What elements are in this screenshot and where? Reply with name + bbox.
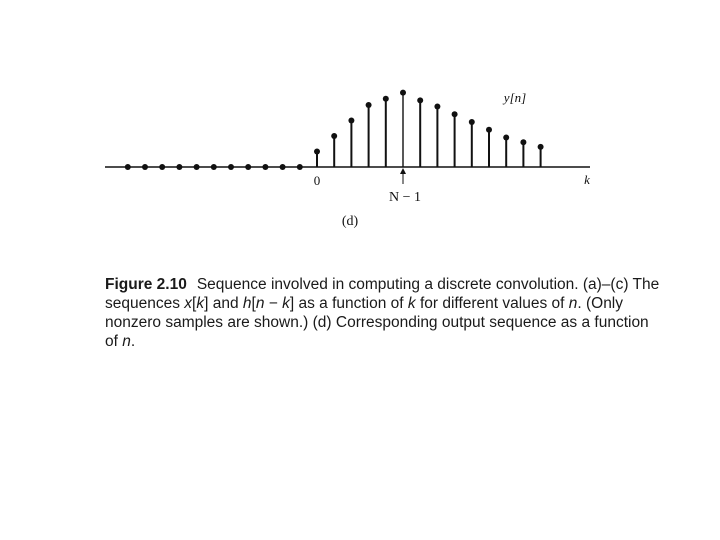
caption-math-var: h [242,295,252,312]
caption-math-var: n [255,295,265,312]
caption-segment: Sequence involved in computing a discrete convolution. (a)–(c) The sequences [105,276,660,312]
stem-point [297,164,303,170]
stem-point [125,164,131,170]
caption-math-var: k [282,295,290,312]
caption-segment: [ [192,295,197,312]
peak-tick-label: N − 1 [388,190,422,205]
caption-segment: [ [251,295,256,312]
stem-point [417,97,423,103]
stem-point [538,144,544,150]
stems-layer [125,90,544,170]
caption-math-var: n [568,295,578,312]
stem-point [469,119,475,125]
caption-segment: ] and [204,295,243,312]
origin-tick-label: 0 [313,173,321,188]
caption-math-var: n [122,333,131,350]
labels-layer [314,90,590,229]
stem-point [314,149,320,155]
stem-point [228,164,234,170]
series-label: y[n] [503,90,527,105]
axis-layer [105,167,590,184]
stem-point [331,133,337,139]
stem-point [280,164,286,170]
stem-point [383,96,389,102]
caption-math-var: k [196,295,205,312]
stem-point [211,164,217,170]
stem-point [503,135,509,141]
subfigure-label: (d) [341,214,359,229]
stem-point [366,102,372,108]
peak-tick-arrowhead [400,168,406,174]
figure-number: Figure 2.10 [105,276,187,293]
caption-segment: − [264,295,283,312]
stem-point [142,164,148,170]
stem-point [159,164,165,170]
stem-point [262,164,268,170]
stem-point [245,164,251,170]
stem-point [452,111,458,117]
stem-point [194,164,200,170]
figure-caption [105,275,665,351]
caption-math-var: k [407,295,416,312]
stem-point [348,118,354,124]
caption-segment: . (Only nonzero samples are shown.) (d) Corresponding output sequence as a function of [105,295,649,350]
stem-point [520,139,526,145]
caption-math-var: x [184,295,193,312]
stem-point [486,127,492,133]
stem-point [434,104,440,110]
stem-point [400,90,406,96]
caption-text [105,276,659,350]
caption-segment: . [130,333,136,350]
stem-point [176,164,182,170]
caption-segment: for different values of [415,295,569,312]
caption-segment: ] as a function of [289,295,408,312]
stem-plot [0,0,720,260]
x-axis-label: k [584,172,590,187]
